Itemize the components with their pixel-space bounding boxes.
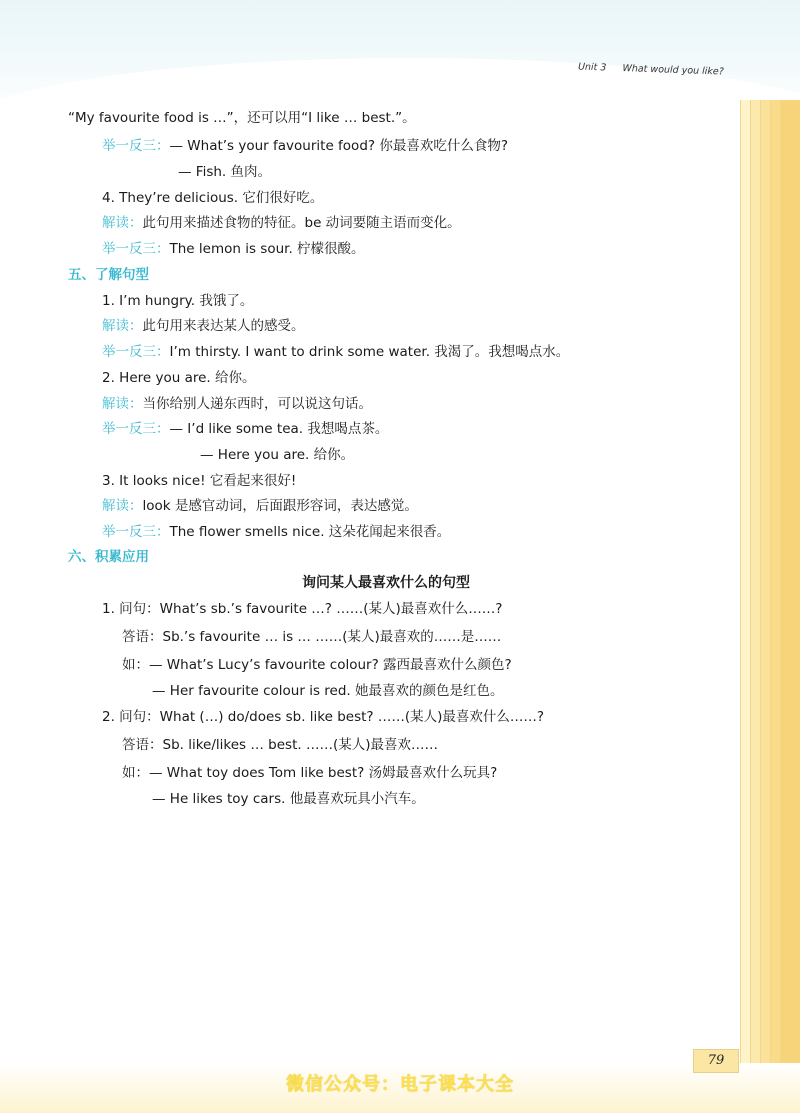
example-label: 举一反三： bbox=[102, 524, 170, 540]
example-line: 举一反三：— I’d like some tea. 我想喝点茶。 bbox=[102, 421, 389, 437]
subsection-heading: 询问某人最喜欢什么的句型 bbox=[302, 575, 470, 591]
explanation-line: 解读：此句用来描述食物的特征。be 动词要随主语而变化。 bbox=[102, 215, 461, 231]
example-line: 举一反三：The lemon is sour. 柠檬很酸。 bbox=[102, 241, 365, 257]
example-line: 如：— What’s Lucy’s favourite colour? 露西最喜欢什么颜色? bbox=[122, 657, 512, 673]
page-number: 79 bbox=[693, 1049, 739, 1073]
answer-line: 答语：Sb. like/likes … best. ……(某人)最喜欢…… bbox=[122, 737, 438, 753]
example-line: 举一反三：— What’s your favourite food? 你最喜欢吃什么食物? bbox=[102, 138, 509, 154]
example-label: 举一反三： bbox=[102, 138, 170, 154]
example-label: 举一反三： bbox=[102, 241, 170, 257]
unit-title: What would you like? bbox=[622, 63, 724, 78]
sentence-line: 4. They’re delicious. 它们很好吃。 bbox=[102, 190, 324, 206]
explanation-label: 解读： bbox=[102, 396, 143, 412]
explanation-line: 解读：此句用来表达某人的感受。 bbox=[102, 318, 305, 334]
section-heading: 五、了解句型 bbox=[68, 267, 149, 283]
sentence-line: 3. It looks nice! 它看起来很好! bbox=[102, 473, 297, 489]
text-line: “My favourite food is …”，还可以用“I like … best.”。 bbox=[68, 110, 416, 126]
explanation-line: 解读：当你给别人递东西时，可以说这句话。 bbox=[102, 396, 372, 412]
example-label: 举一反三： bbox=[102, 421, 170, 437]
text-line: — Her favourite colour is red. 她最喜欢的颜色是红色。 bbox=[152, 683, 504, 699]
sentence-line: 1. I’m hungry. 我饿了。 bbox=[102, 293, 254, 309]
unit-label: Unit 3 bbox=[577, 61, 607, 74]
explanation-label: 解读： bbox=[102, 318, 143, 334]
explanation-line: 解读：look 是感官动词，后面跟形容词，表达感觉。 bbox=[102, 498, 418, 514]
answer-line: 答语：Sb.’s favourite … is … ……(某人)最喜欢的……是…… bbox=[122, 629, 502, 645]
example-line: 如：— What toy does Tom like best? 汤姆最喜欢什么玩具? bbox=[122, 765, 498, 781]
example-label: 举一反三： bbox=[102, 344, 170, 360]
text-line: — He likes toy cars. 他最喜欢玩具小汽车。 bbox=[152, 791, 425, 807]
example-line: 举一反三：I’m thirsty. I want to drink some water. 我渴了。我想喝点水。 bbox=[102, 344, 570, 360]
pattern-line: 2. 问句：What (…) do/does sb. like best? ……(某人)最喜欢什么……? bbox=[102, 709, 545, 725]
section-heading: 六、积累应用 bbox=[68, 549, 149, 565]
explanation-label: 解读： bbox=[102, 215, 143, 231]
watermark: 微信公众号：电子课本大全 bbox=[286, 1074, 514, 1095]
text-line: — Here you are. 给你。 bbox=[200, 447, 355, 463]
sentence-line: 2. Here you are. 给你。 bbox=[102, 370, 256, 386]
explanation-label: 解读： bbox=[102, 498, 143, 514]
text-line: — Fish. 鱼肉。 bbox=[178, 164, 271, 180]
example-line: 举一反三：The flower smells nice. 这朵花闻起来很香。 bbox=[102, 524, 451, 540]
pattern-line: 1. 问句：What’s sb.’s favourite …? ……(某人)最喜欢什么……? bbox=[102, 601, 503, 617]
